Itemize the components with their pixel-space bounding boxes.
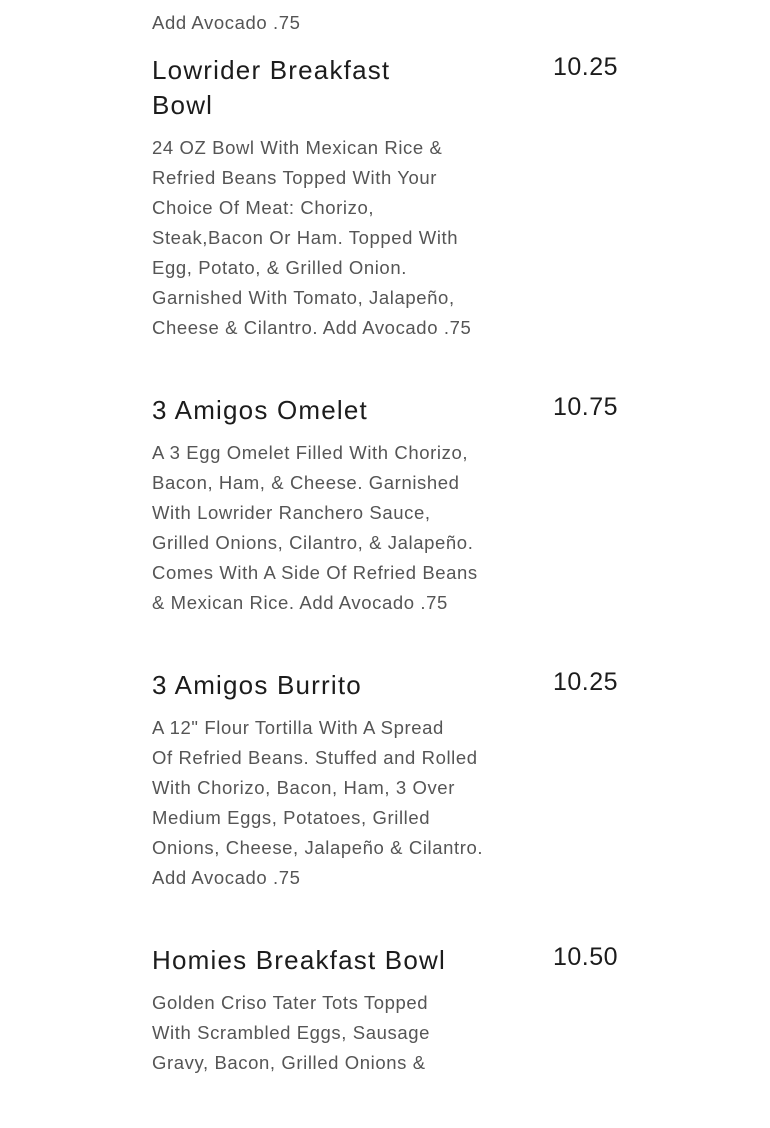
menu-item-description: Golden Criso Tater Tots Topped With Scrambled Eggs, Sausage Gravy, Bacon, Grilled Onions & [152,992,430,1073]
menu-item-description-tail: Add Avocado .75 [152,12,301,33]
menu-list [152,0,622,1128]
menu-item-description: A 3 Egg Omelet Filled With Chorizo, Bacon, Ham, & Cheese. Garnished With Lowrider Ranchero Sauce, Grilled Onions, Cilantro, & Jalapeño. Comes With A Side Of Refried Beans & Mexican Rice. Add Avocado .75 [152,442,478,613]
menu-item-name: Lowrider Breakfast Bowl [152,55,391,120]
menu-item-name: 3 Amigos Omelet [152,395,368,425]
menu-item-price: 10.50 [552,943,618,971]
menu-item-description-cut [152,0,438,6]
menu-item-price: 10.25 [552,53,618,81]
menu-item-3-amigos-omelet [152,393,622,618]
menu-item-name: Homies Breakfast Bowl [152,945,446,975]
menu-item-description: 24 OZ Bowl With Mexican Rice & Refried Beans Topped With Your Choice Of Meat: Chorizo, Steak,Bacon Or Ham. Topped With Egg, Potato, & Grilled Onion. Garnished With Tomato, Jalapeño, Cheese & Cilantro. Add Avocado .75 [152,137,472,338]
menu-item-homies-breakfast-bowl [152,943,622,1078]
menu-item-price: 10.25 [552,668,618,696]
menu-item-description: A 12" Flour Tortilla With A Spread Of Refried Beans. Stuffed and Rolled With Chorizo, Bacon, Ham, 3 Over Medium Eggs, Potatoes, Grilled Onions, Cheese, Jalapeño & Cilantro. Add Avocado .75 [152,717,484,888]
menu-item-price: 10.75 [552,393,618,421]
menu-item-name: 3 Amigos Burrito [152,670,362,700]
menu-item-lowrider-breakfast-bowl [152,53,622,343]
menu-item-partial [152,0,622,33]
menu-item-3-amigos-burrito [152,668,622,893]
